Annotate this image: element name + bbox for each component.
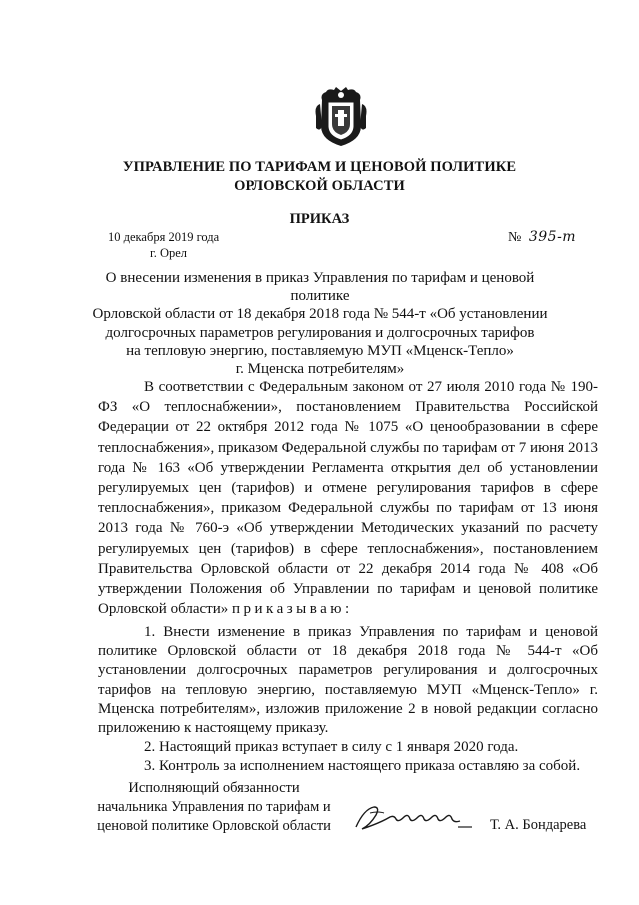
order-word: приказываю: <box>231 601 353 618</box>
document-city: г. Орел <box>150 246 188 260</box>
subject-line-3: долгосрочных параметров регулирования и долгосрочных тарифов <box>105 324 535 341</box>
number-value: 395-т <box>528 229 577 245</box>
document-date: 10 декабря 2019 года <box>108 230 220 244</box>
signatory-title <box>88 779 340 836</box>
order-item-2: 2. Настоящий приказ вступает в силу с 1 января 2020 года. <box>144 739 519 756</box>
subject-line-2: Орловской области от 18 декабря 2018 года № 544-т «Об установлении <box>92 306 548 323</box>
subject-line-1: О внесении изменения в приказ Управления по тарифам и ценовой политике <box>105 270 535 305</box>
handwritten-signature-icon <box>350 803 480 835</box>
signatory-title-line-2: начальника Управления по тарифам и <box>97 799 331 815</box>
org-line-1: УПРАВЛЕНИЕ ПО ТАРИФАМ И ЦЕНОВОЙ ПОЛИТИКЕ <box>122 159 517 175</box>
signatory-name: Т. А. Бондарева <box>490 817 587 833</box>
order-item-3: 3. Контроль за исполнением настоящего приказа оставляю за собой. <box>144 758 581 775</box>
document-subject <box>80 269 560 378</box>
coat-of-arms-icon <box>314 86 368 148</box>
org-line-2: ОРЛОВСКОЙ ОБЛАСТИ <box>234 178 405 194</box>
preamble-paragraph <box>98 377 598 619</box>
number-label: № <box>508 230 522 245</box>
signatory-title-line-3: ценовой политике Орловской области <box>97 818 331 834</box>
document-number <box>508 229 576 246</box>
subject-line-5: г. Мценска потребителям» <box>235 361 405 378</box>
signatory-title-line-1: Исполняющий обязанности <box>128 780 300 796</box>
organization-name <box>90 158 549 196</box>
document-type: ПРИКАЗ <box>289 211 350 227</box>
order-item-1: 1. Внести изменение в приказ Управления по тарифам и ценовой политике Орловской области от 18 декабря 2018 года № 544-т «Об установлении долгосрочных параметров регулирования и долгосрочных тарифов на тепловую энергию, поставляемую МУП «Мценск-Тепло» г. Мценска потребителям», изложив приложение 2 в новой редакции согласно приложению к настоящему приказу. <box>98 624 598 737</box>
order-items <box>98 623 598 777</box>
preamble-text: В соответствии с Федеральным законом от 27 июля 2010 года № 190-ФЗ «О теплоснабжении», постановлением Правительства Российской Федерации от 22 октября 2012 года № 1075 «О ценообразовании в сфере теплоснабжения», приказом Федеральной службы по тарифам от 7 июня 2013 года № 163 «Об утверждении Регламента открытия дел об установлении регулируемых цен (тарифов) и отмене регулирования тарифов в сфере теплоснабжения», приказом Федеральной службы по тарифам от 13 июня 2013 года № 760-э «Об утверждении Методических указаний по расчету регулируемых цен (тарифов) в сфере теплоснабжения», постановлением Правительства Орловской области от 22 декабря 2014 года № 408 «Об утверждении Положения об Управлении по тарифам и ценовой политике Орловской области» <box>98 379 598 618</box>
subject-line-4: на тепловую энергию, поставляемую МУП «Мценск-Тепло» <box>126 342 514 359</box>
